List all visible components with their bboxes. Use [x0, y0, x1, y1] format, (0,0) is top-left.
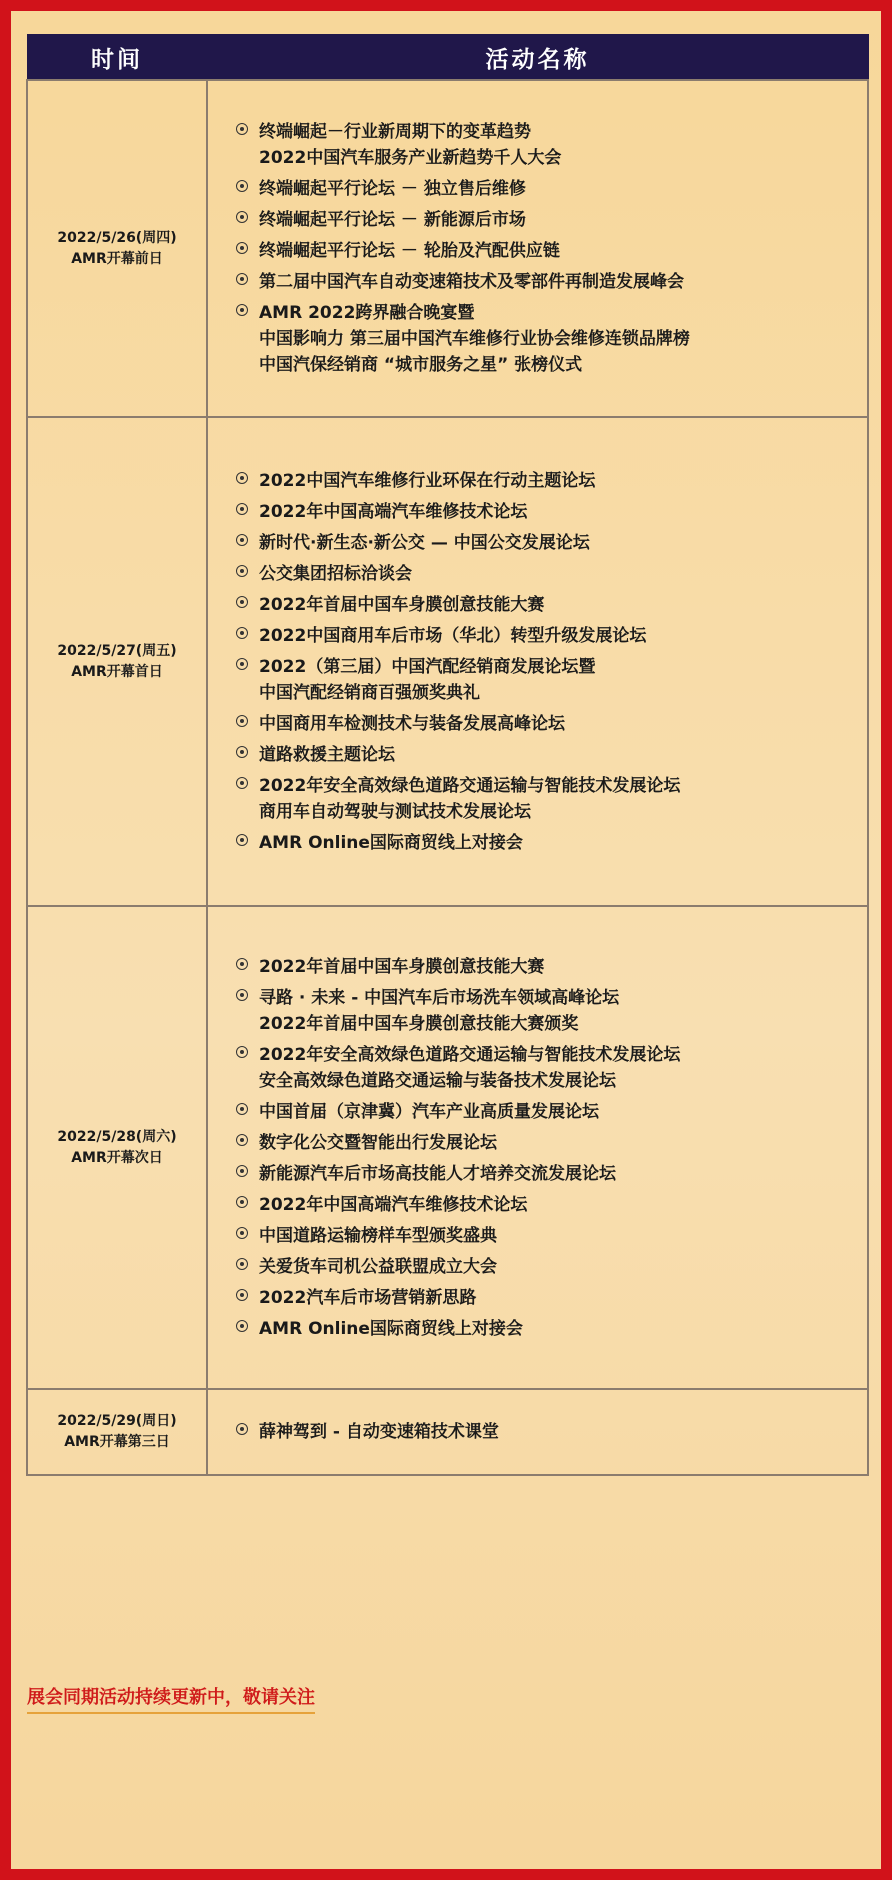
- day-label: AMR开幕前日: [71, 250, 163, 267]
- date-cell: [27, 80, 207, 417]
- event-item: [234, 654, 867, 706]
- event-title: 2022中国商用车后市场（华北）转型升级发展论坛: [259, 625, 647, 646]
- day-date: 2022/5/29(周日): [57, 1413, 177, 1429]
- event-title: 终端崛起－行业新周期下的变革趋势: [259, 122, 531, 142]
- event-title: 商用车自动驾驶与测试技术发展论坛: [259, 801, 531, 822]
- event-title: 第二届中国汽车自动变速箱技术及零部件再制造发展峰会: [259, 272, 684, 292]
- bullet-icon: [236, 472, 248, 484]
- event-item: [234, 499, 867, 525]
- bullet-icon: [236, 565, 248, 577]
- event-title: 中国影响力 第三届中国汽车维修行业协会维修连锁品牌榜: [259, 329, 690, 349]
- event-item: [234, 530, 867, 556]
- event-title: 中国道路运输榜样车型颁奖盛典: [259, 1225, 497, 1246]
- event-title: 2022年首届中国车身膜创意技能大赛颁奖: [259, 1013, 579, 1034]
- event-item: [234, 1254, 867, 1280]
- event-item: [234, 711, 867, 737]
- bullet-icon: [236, 596, 248, 608]
- header-time: 时间: [27, 35, 207, 81]
- event-item: [234, 1316, 867, 1342]
- event-item: [234, 468, 867, 494]
- event-title: AMR Online国际商贸线上对接会: [259, 832, 523, 853]
- event-item: [234, 1099, 867, 1125]
- date-cell: [27, 417, 207, 906]
- event-item: [234, 1042, 867, 1094]
- bullet-icon: [236, 1196, 248, 1208]
- bullet-icon: [236, 1046, 248, 1058]
- event-list: [234, 468, 867, 856]
- event-title: 2022年中国高端汽车维修技术论坛: [259, 501, 528, 522]
- event-title: 道路救援主题论坛: [259, 744, 395, 765]
- event-item: [234, 954, 867, 980]
- bullet-icon: [236, 1258, 248, 1270]
- event-title: AMR 2022跨界融合晚宴暨: [259, 303, 475, 323]
- day-label: AMR开幕首日: [71, 663, 163, 680]
- bullet-icon: [236, 1227, 248, 1239]
- bullet-icon: [236, 503, 248, 515]
- event-title: 2022年中国高端汽车维修技术论坛: [259, 1194, 528, 1215]
- event-item: [234, 1285, 867, 1311]
- day-label: AMR开幕第三日: [64, 1434, 170, 1450]
- event-list: [234, 119, 867, 378]
- event-item: [234, 1223, 867, 1249]
- event-item: [234, 592, 867, 618]
- bullet-icon: [236, 1103, 248, 1115]
- event-item: [234, 561, 867, 587]
- event-item: [234, 176, 867, 202]
- event-title: 终端崛起平行论坛 － 独立售后维修: [259, 179, 526, 199]
- day-row: [27, 906, 868, 1389]
- update-notice: 展会同期活动持续更新中，敬请关注: [27, 1683, 315, 1714]
- event-title: 公交集团招标洽谈会: [259, 563, 412, 584]
- bullet-icon: [236, 1320, 248, 1332]
- bullet-icon: [236, 242, 248, 254]
- bullet-icon: [236, 958, 248, 970]
- event-title: 中国汽保经销商 “城市服务之星” 张榜仪式: [259, 355, 583, 375]
- event-item: [234, 1161, 867, 1187]
- event-item: [234, 985, 867, 1037]
- event-title: 中国汽配经销商百强颁奖典礼: [259, 682, 480, 703]
- date-cell: [27, 1389, 207, 1475]
- page: [11, 11, 881, 1869]
- date-cell: [27, 906, 207, 1389]
- event-item: [234, 742, 867, 768]
- event-title: 中国商用车检测技术与装备发展高峰论坛: [259, 713, 565, 734]
- event-title: 2022年首届中国车身膜创意技能大赛: [259, 956, 545, 977]
- event-title: 薛神驾到 - 自动变速箱技术课堂: [259, 1422, 499, 1442]
- bullet-icon: [236, 273, 248, 285]
- day-row: [27, 80, 868, 417]
- bullet-icon: [236, 1423, 248, 1435]
- day-date: 2022/5/28(周六): [57, 1128, 177, 1145]
- event-title: 关爱货车司机公益联盟成立大会: [259, 1256, 497, 1277]
- day-date: 2022/5/26(周四): [57, 229, 177, 246]
- event-item: [234, 300, 867, 378]
- bullet-icon: [236, 180, 248, 192]
- event-title: 2022年安全高效绿色道路交通运输与智能技术发展论坛: [259, 775, 681, 796]
- schedule-table: [26, 34, 869, 1476]
- day-label: AMR开幕次日: [71, 1149, 163, 1166]
- event-item: [234, 207, 867, 233]
- event-title: 数字化公交暨智能出行发展论坛: [259, 1132, 497, 1153]
- bullet-icon: [236, 1289, 248, 1301]
- header-activity: 活动名称: [207, 35, 868, 81]
- events-cell: [207, 417, 868, 906]
- table-header: [27, 35, 868, 81]
- event-title: 2022（第三届）中国汽配经销商发展论坛暨: [259, 656, 596, 677]
- event-title: 中国首届（京津冀）汽车产业高质量发展论坛: [259, 1101, 599, 1122]
- event-title: 2022中国汽车维修行业环保在行动主题论坛: [259, 470, 596, 491]
- event-title: AMR Online国际商贸线上对接会: [259, 1318, 523, 1339]
- day-date: 2022/5/27(周五): [57, 642, 177, 659]
- bullet-icon: [236, 123, 248, 135]
- event-list: [234, 1419, 867, 1445]
- bullet-icon: [236, 777, 248, 789]
- bullet-icon: [236, 211, 248, 223]
- event-title: 终端崛起平行论坛 － 轮胎及汽配供应链: [259, 241, 560, 261]
- event-item: [234, 773, 867, 825]
- event-title: 新时代·新生态·新公交 — 中国公交发展论坛: [259, 532, 590, 553]
- event-item: [234, 1192, 867, 1218]
- event-title: 安全高效绿色道路交通运输与装备技术发展论坛: [259, 1070, 616, 1091]
- bullet-icon: [236, 746, 248, 758]
- event-title: 2022年首届中国车身膜创意技能大赛: [259, 594, 545, 615]
- bullet-icon: [236, 715, 248, 727]
- day-row: [27, 417, 868, 906]
- bullet-icon: [236, 1165, 248, 1177]
- event-title: 寻路 · 未来 - 中国汽车后市场洗车领域高峰论坛: [259, 987, 620, 1008]
- bullet-icon: [236, 304, 248, 316]
- event-title: 2022年安全高效绿色道路交通运输与智能技术发展论坛: [259, 1044, 681, 1065]
- event-item: [234, 830, 867, 856]
- events-cell: [207, 80, 868, 417]
- bullet-icon: [236, 1134, 248, 1146]
- event-title: 2022汽车后市场营销新思路: [259, 1287, 477, 1308]
- event-list: [234, 954, 867, 1342]
- bullet-icon: [236, 534, 248, 546]
- bullet-icon: [236, 658, 248, 670]
- event-title: 2022中国汽车服务产业新趋势千人大会: [259, 148, 562, 168]
- event-item: [234, 238, 867, 264]
- bullet-icon: [236, 627, 248, 639]
- event-item: [234, 623, 867, 649]
- event-title: 新能源汽车后市场高技能人才培养交流发展论坛: [259, 1163, 616, 1184]
- event-title: 终端崛起平行论坛 － 新能源后市场: [259, 210, 526, 230]
- bullet-icon: [236, 834, 248, 846]
- bullet-icon: [236, 989, 248, 1001]
- day-row: [27, 1389, 868, 1475]
- event-item: [234, 119, 867, 171]
- events-cell: [207, 1389, 868, 1475]
- events-cell: [207, 906, 868, 1389]
- event-item: [234, 1419, 867, 1445]
- event-item: [234, 269, 867, 295]
- event-item: [234, 1130, 867, 1156]
